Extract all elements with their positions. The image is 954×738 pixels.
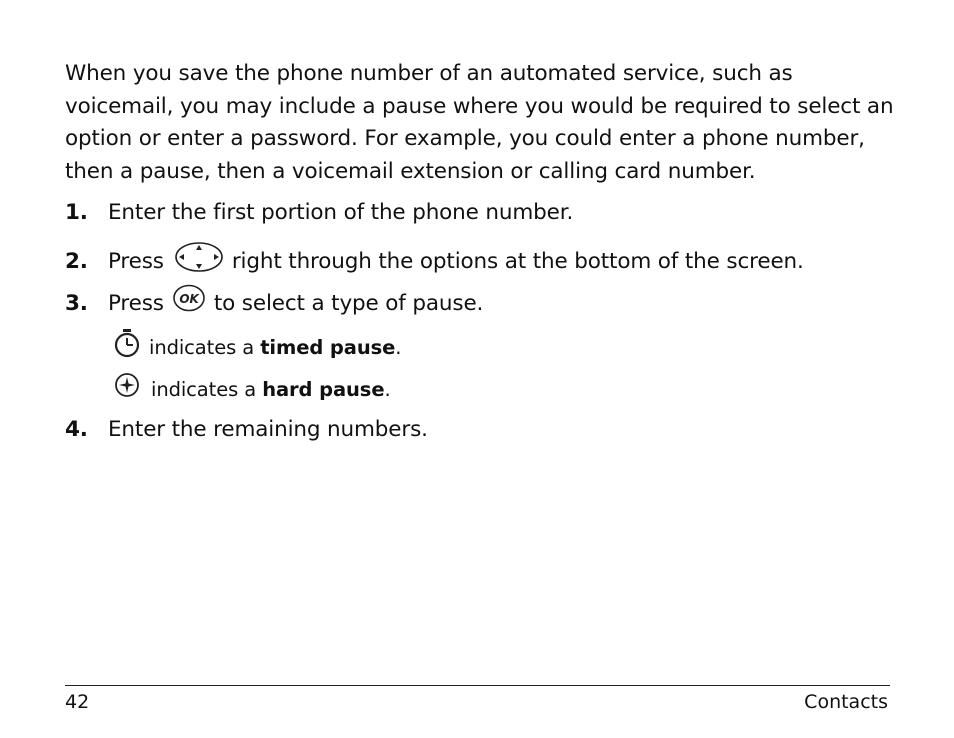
- pause-suffix: .: [395, 335, 402, 359]
- step-text-before: Press: [108, 248, 164, 274]
- pause-term: timed pause: [260, 335, 396, 359]
- intro-paragraph: When you save the phone number of an automated service, such as voicemail, you may include a pause where you would be required to select an option or enter a password. For example, you could enter a phone number, then a pause, then a voicemail extension or calling card number.: [65, 61, 894, 184]
- step-number: 2.: [65, 248, 88, 274]
- step-number: 4.: [65, 417, 88, 442]
- section-name: Contacts: [804, 691, 888, 713]
- step-3: [65, 284, 483, 323]
- step-text: Enter the first portion of the phone number.: [108, 200, 574, 225]
- svg-text:OK: OK: [179, 292, 199, 306]
- step-text: Enter the remaining numbers.: [108, 417, 428, 442]
- step-4: [65, 415, 428, 445]
- pause-prefix: indicates a: [149, 335, 255, 359]
- step-text-after: to select a type of pause.: [213, 290, 484, 316]
- step-number: 3.: [65, 290, 88, 316]
- timer-icon: [113, 328, 141, 367]
- pause-type-timed: [113, 328, 401, 367]
- step-number: 1.: [65, 200, 88, 225]
- footer-divider: [65, 685, 890, 686]
- page-number: 42: [65, 691, 90, 713]
- pause-term: hard pause: [262, 377, 385, 401]
- step-1: [65, 198, 573, 228]
- pause-suffix: .: [384, 377, 391, 401]
- ok-key-icon: [172, 284, 206, 323]
- step-text-after: right through the options at the bottom of the screen.: [231, 248, 804, 274]
- pause-prefix: indicates a: [151, 377, 257, 401]
- pause-type-hard: [113, 371, 391, 408]
- navigation-key-icon: [174, 241, 224, 282]
- hard-pause-icon: [113, 371, 141, 408]
- step-text-before: Press: [108, 290, 164, 316]
- step-2: [65, 241, 804, 282]
